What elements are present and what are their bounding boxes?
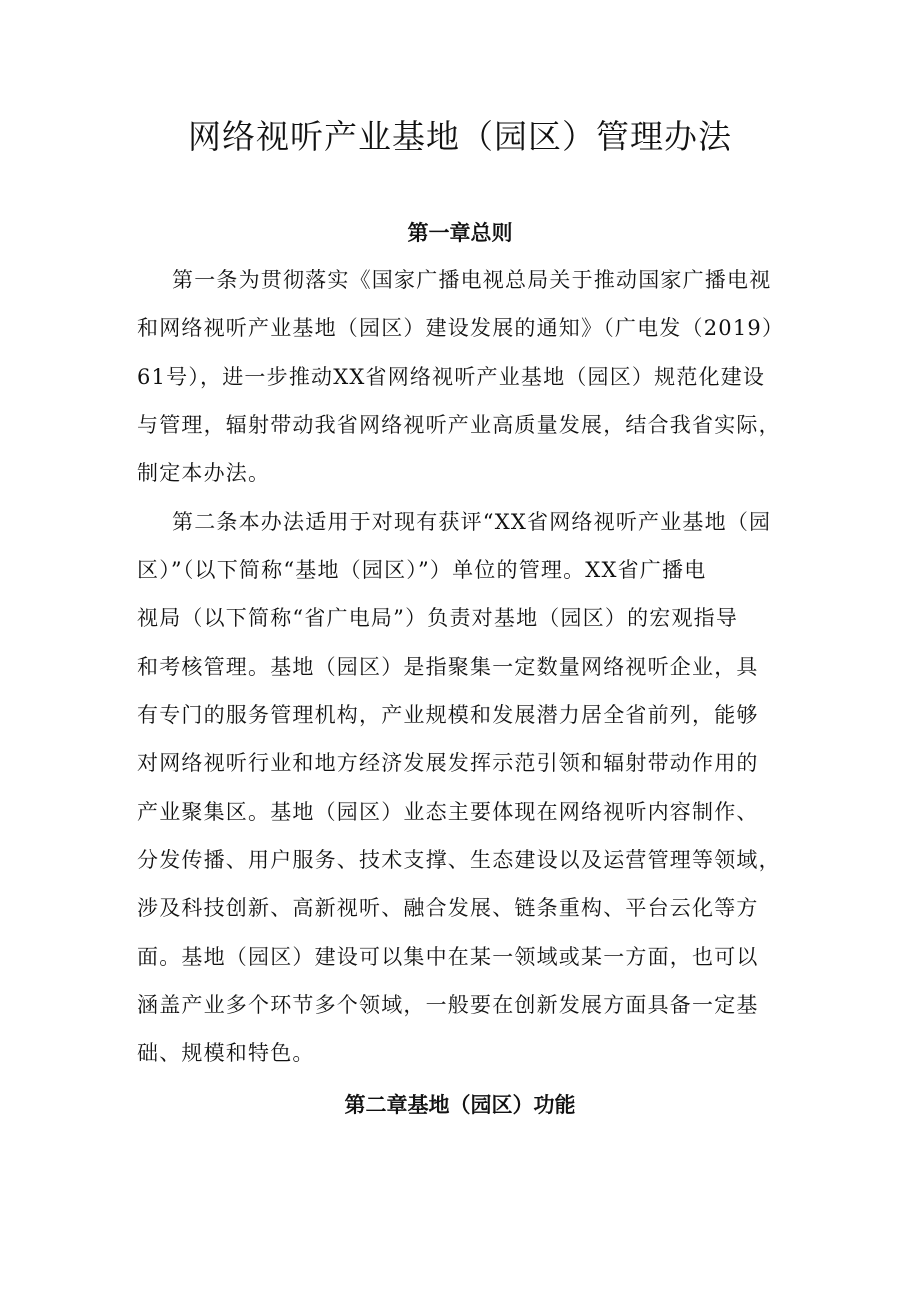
article-2-line: 和考核管理。基地（园区）是指聚集一定数量网络视听企业，具 bbox=[137, 655, 759, 679]
article-1-line: 与管理，辐射带动我省网络视听产业高质量发展，结合我省实际， bbox=[137, 413, 781, 437]
article-2-line: 础、规模和特色。 bbox=[137, 1041, 315, 1065]
article-1-line: 和网络视听产业基地（园区）建设发展的通知》（广电发（2019） bbox=[137, 316, 785, 340]
chapter-2-heading: 第二章基地（园区）功能 bbox=[344, 1093, 576, 1117]
article-2-line: 对网络视听行业和地方经济发展发挥示范引领和辐射带动作用的 bbox=[137, 751, 759, 775]
article-1-line: 制定本办法。 bbox=[137, 461, 271, 485]
document-title: 网络视听产业基地（园区）管理办法 bbox=[188, 117, 732, 156]
article-2-line: 分发传播、用户服务、技术支撑、生态建设以及运营管理等领域， bbox=[137, 848, 781, 872]
article-1-line: 61号），进一步推动XX省网络视听产业基地（园区）规范化建设 bbox=[137, 365, 766, 389]
article-2-line: 产业聚集区。基地（园区）业态主要体现在网络视听内容制作、 bbox=[137, 800, 759, 824]
article-2-line: 区）”（以下简称“基地（园区）”）单位的管理。XX省广播电 bbox=[137, 558, 707, 582]
article-2-line: 第二条本办法适用于对现有获评“XX省网络视听产业基地（园 bbox=[172, 510, 772, 534]
article-2-line: 涵盖产业多个环节多个领域，一般要在创新发展方面具备一定基 bbox=[137, 993, 759, 1017]
article-2-line: 涉及科技创新、高新视听、融合发展、链条重构、平台云化等方 bbox=[137, 896, 759, 920]
article-1-line: 第一条为贯彻落实《国家广播电视总局关于推动国家广播电视 bbox=[172, 268, 772, 292]
article-2-line: 视局（以下简称“省广电局”）负责对基地（园区）的宏观指导 bbox=[137, 606, 739, 630]
article-2-line: 有专门的服务管理机构，产业规模和发展潜力居全省前列，能够 bbox=[137, 703, 759, 727]
article-2-line: 面。基地（园区）建设可以集中在某一领域或某一方面，也可以 bbox=[137, 945, 759, 969]
chapter-1-heading: 第一章总则 bbox=[407, 221, 513, 245]
